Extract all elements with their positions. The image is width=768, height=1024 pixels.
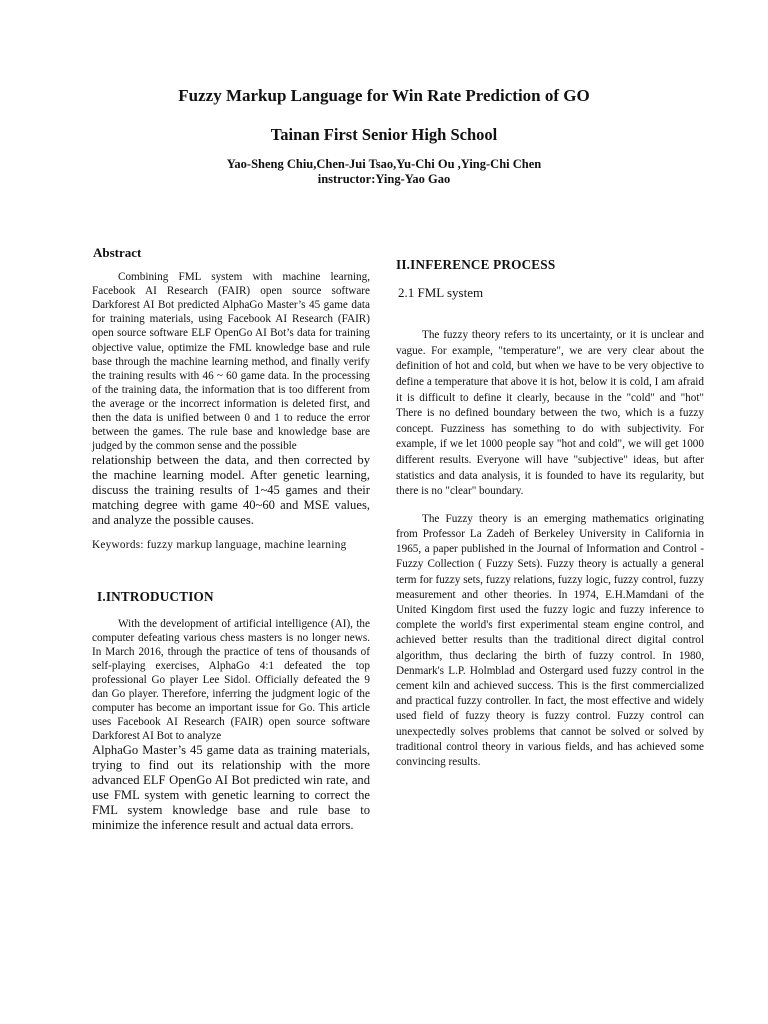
instructor-line: instructor:Ying-Yao Gao xyxy=(317,172,451,186)
left-column xyxy=(92,246,370,833)
abstract-text: Combining FML system with machine learning, Facebook AI Research (FAIR) open source software Darkforest AI Bot predicted AlphaGo Master’s 45 game data for training materials, using Facebook AI Research (FAIR) open source software ELF OpenGo AI Bot’s data for training objective value, optimize the FML knowledge base and rule base through the machine learning method, and finally verify the training results with 46 ~ 60 game data. In the processing of the training data, the information that is too different from the average or the incorrect information is deleted first, and then the data is unified between 0 and 1 to reduce the error between the games. The rule base and knowledge base are judged by the common sense and the possible xyxy=(92,271,370,453)
abstract-heading: Abstract xyxy=(93,245,142,260)
abstract-text-continued: relationship between the data, and then corrected by the machine learning model. After genetic learning, discuss the training results of 1~45 games and their matching degree with game 40~60 and MSE values, and analyze the possible causes. xyxy=(92,453,370,528)
school-name: Tainan First Senior High School xyxy=(270,125,498,144)
right-column xyxy=(396,258,704,770)
author-block xyxy=(0,157,768,187)
author-list: Yao-Sheng Chiu,Chen-Jui Tsao,Yu-Chi Ou ,Ying-Chi Chen xyxy=(226,157,542,171)
introduction-text: With the development of artificial intelligence (AI), the computer defeating various chess masters is no longer news. In March 2016, through the practice of tens of thousands of self-playing exercises, AlphaGo 4:1 defeated the top professional Go player Lee Sidol. Officially defeated the 9 dan Go player. Therefore, inferring the judgment logic of the computer has become an important issue for Go. This article uses Facebook AI Research (FAIR) open source software Darkforest AI Bot to analyze xyxy=(92,617,370,743)
fml-system-subheading: 2.1 FML system xyxy=(398,285,484,301)
fuzzy-theory-paragraph: The fuzzy theory refers to its uncertainty, or it is unclear and vague. For example, "temperature", we are very clear about the definition of hot and cold, but when we have to be very objective to define a temperature that above it is hot, below it is cold, I am afraid it is difficult to define it clearly, because in the "cold" and "hot" There is no defined boundary between the two, which is a fuzzy concept. Fuzziness has something to do with subjectivity. For example, if we let 1000 people say "hot and cold", we will get 1000 different results. Everyone will have "subjective" ideas, but after statistics and data analysis, it is founded to have its regularity, but there is no "clear" boundary. xyxy=(396,329,704,498)
inference-heading: II.INFERENCE PROCESS xyxy=(396,257,556,272)
fuzzy-history-paragraph: The Fuzzy theory is an emerging mathematics originating from Professor La Zadeh of Berkeley University in California in 1965, a paper published in the Journal of Information and Control - Fuzzy Collection ( Fuzzy Sets). Fuzzy theory is actually a general term for fuzzy sets, fuzzy relations, fuzzy logic, fuzzy control, fuzzy measurement and other theories. In 1974, E.H.Mamdani of the United Kingdom first used the fuzzy logic and fuzzy inference to complete the world's first experimental steam engine control, and achieved better results than the traditional direct digital control algorithm, thus declaring the birth of fuzzy control. In 1980, Denmark's L.P. Holmblad and Ostergard used fuzzy control in the cement kiln and achieved success. This is the first commercialized and practical fuzzy controller. In fact, the most effective and widely used field of fuzzy theory is fuzzy control. Fuzzy control can unexpectedly solves problems that cannot be solved or solved by traditional control theory in various fields, and has achieved some convincing results. xyxy=(396,512,704,768)
keywords: Keywords: fuzzy markup language, machine learning xyxy=(92,539,347,552)
introduction-heading: I.INTRODUCTION xyxy=(97,589,214,605)
introduction-text-continued: AlphaGo Master’s 45 game data as training materials, trying to find out its relationship with the more advanced ELF OpenGo AI Bot predicted win rate, and use FML system with genetic learning to correct the FML system knowledge base and rule base to minimize the inference result and actual data errors. xyxy=(92,743,370,833)
paper-title: Fuzzy Markup Language for Win Rate Prediction of GO xyxy=(178,86,590,105)
